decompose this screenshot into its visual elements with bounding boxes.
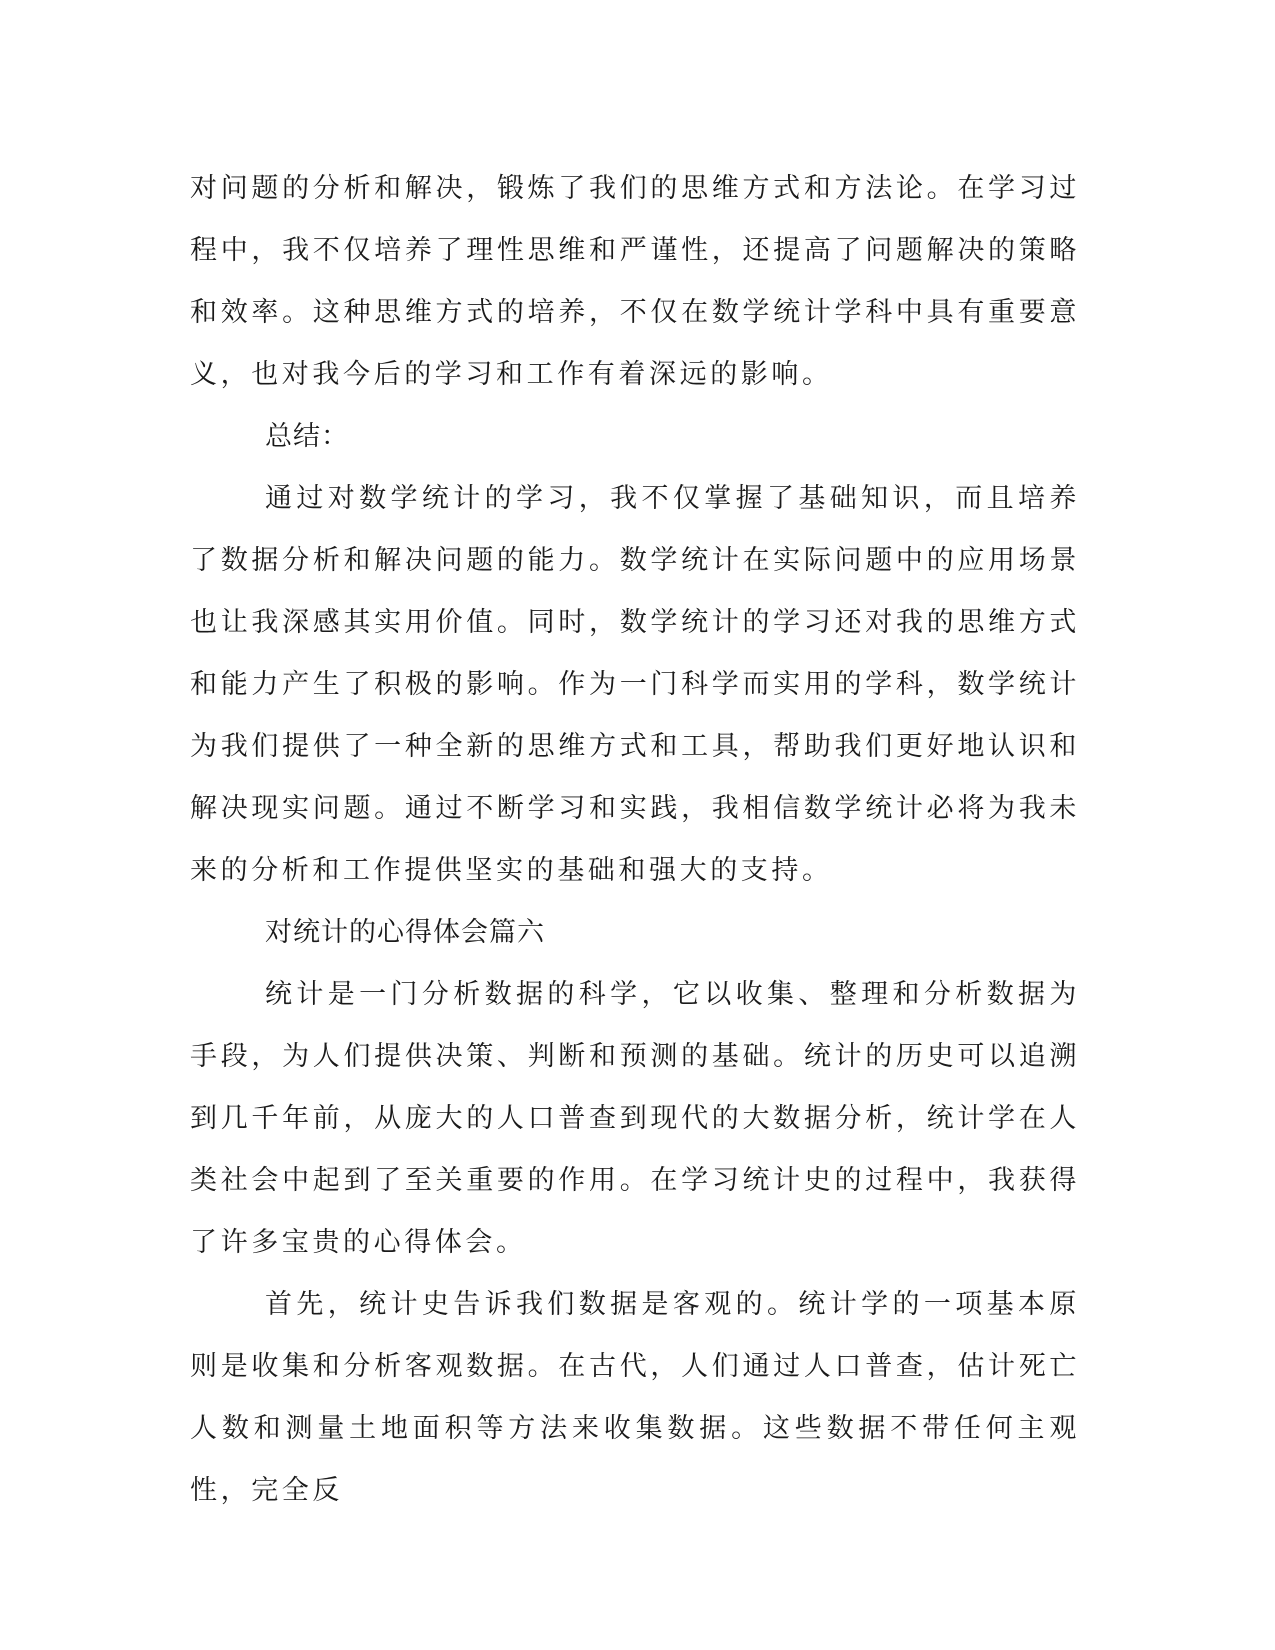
paragraph-continued-thinking: 对问题的分析和解决，锻炼了我们的思维方式和方法论。在学习过程中，我不仅培养了理性思维和严谨性，还提高了问题解决的策略和效率。这种思维方式的培养，不仅在数学统计学科中具有重要意义，也对我今后的学习和工作有着深远的影响。 bbox=[190, 173, 1080, 390]
paragraph-summary: 通过对数学统计的学习，我不仅掌握了基础知识，而且培养了数据分析和解决问题的能力。数学统计在实际问题中的应用场景也让我深感其实用价值。同时，数学统计的学习还对我的思维方式和能力产生了积极的影响。作为一门科学而实用的学科，数学统计为我们提供了一种全新的思维方式和工具，帮助我们更好地认识和解决现实问题。通过不断学习和实践，我相信数学统计必将为我未来的分析和工作提供坚实的基础和强大的支持。 bbox=[190, 483, 1080, 886]
paragraph-data-objective: 首先，统计史告诉我们数据是客观的。统计学的一项基本原则是收集和分析客观数据。在古代，人们通过人口普查，估计死亡人数和测量土地面积等方法来收集数据。这些数据不带任何主观性，完全反 bbox=[190, 1289, 1080, 1506]
heading-summary: 总结： bbox=[265, 421, 349, 452]
document-body bbox=[190, 158, 1080, 1522]
paragraph-statistics-intro: 统计是一门分析数据的科学，它以收集、整理和分析数据为手段，为人们提供决策、判断和预测的基础。统计的历史可以追溯到几千年前，从庞大的人口普查到现代的大数据分析，统计学在人类社会中起到了至关重要的作用。在学习统计史的过程中，我获得了许多宝贵的心得体会。 bbox=[190, 979, 1080, 1258]
heading-section-six: 对统计的心得体会篇六 bbox=[265, 917, 545, 948]
